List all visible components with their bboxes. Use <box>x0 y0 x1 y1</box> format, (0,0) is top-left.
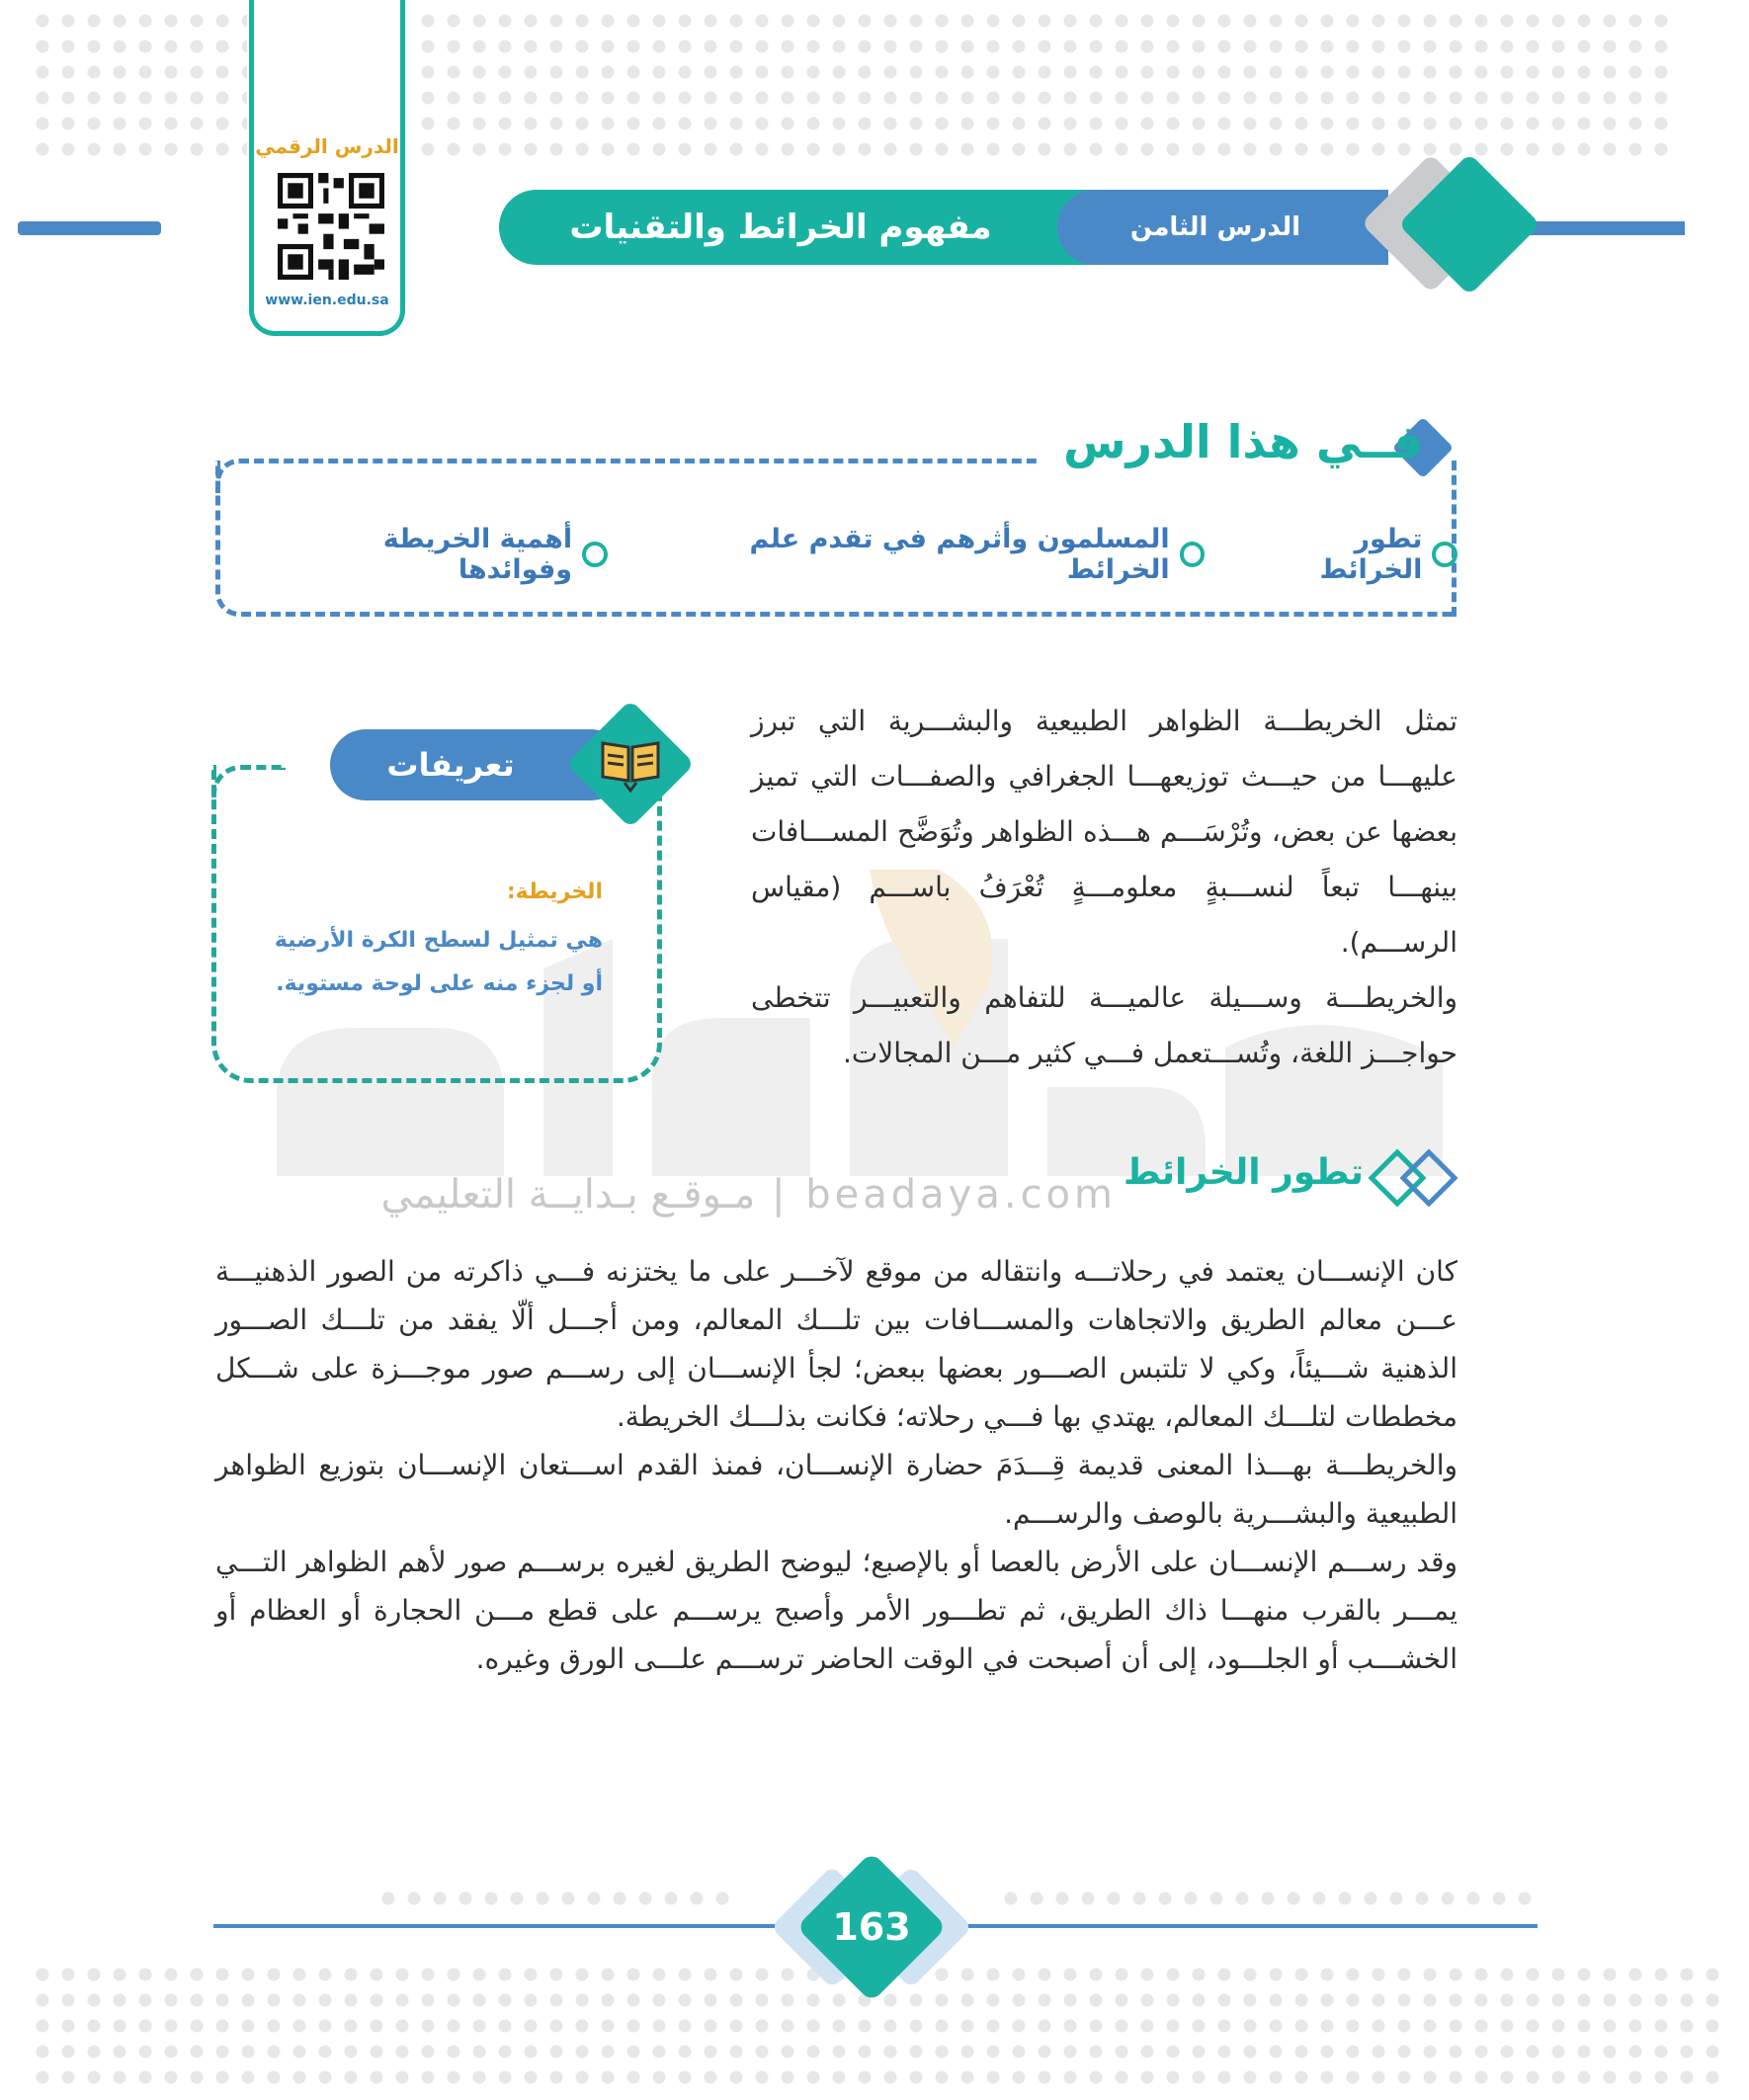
intro-text <box>751 694 1458 1081</box>
lesson-topic-item[interactable] <box>649 524 1206 585</box>
lesson-topic-label: المسلمون وأثرهم في تقدم علم الخرائط <box>749 524 1170 585</box>
definitions-title: تعريفات <box>386 746 515 784</box>
ring-bullet-icon <box>582 542 608 567</box>
body-paragraph: والخريطـــة بهـــذا المعنى قديمة قِـــدَمَ حضارة الإنســـان، فمنذ القدم اســـتعان الإنســـان بتوزيع الظواهر الطبيعية والبشـــرية بالوصف والرســـم. <box>215 1449 1458 1530</box>
intro-paragraph: تمثل الخريطـــة الظواهر الطبيعية والبشـــرية التي تبرز عليهـــا من حيـــث توزيعهـــا الجغرافي والصفـــات التي تميز بعضها عن بعض، وتُرْسَـــم هـــذه الظواهر وتُوَضَّح المســـافات بينهـــا تبعاً لنســـبةٍ معلومـــةٍ تُعْرَفُ باســـم (مقياس الرســـم). <box>751 705 1458 959</box>
digital-lesson-label: الدرس الرقمي <box>255 134 399 158</box>
qr-code-icon[interactable] <box>278 170 384 283</box>
lesson-topic-item[interactable] <box>267 524 608 585</box>
lesson-topic-label: تطور الخرائط <box>1319 524 1423 585</box>
header-rule-left <box>18 221 161 235</box>
digital-lesson-card[interactable] <box>249 0 405 336</box>
intro-paragraph: والخريطـــة وســـيلة عالميـــة للتفاهم والتعبيـــر تتخطى حواجـــز اللغة، وتُســـتعمل فـــي كثير مـــن المجالات. <box>751 981 1458 1069</box>
section-title: تطور الخرائط <box>1123 1152 1364 1193</box>
dot-pattern-top-center <box>415 8 1670 156</box>
dot-pattern-bottom-left <box>375 1886 731 1915</box>
definition-text <box>237 919 603 1006</box>
in-this-lesson-list <box>267 524 1458 585</box>
ring-bullet-icon <box>1180 542 1206 567</box>
lesson-title: مفهوم الخرائط والتقنيات الحديثة <box>569 208 992 322</box>
body-paragraph: وقد رســـم الإنســـان على الأرض بالعصا أو بالإصبع؛ ليوضح الطريق لغيره برســـم صور لأهم الظواهر التـــي يمـــر بالقرب منهـــا ذاك الطريق، ثم تطـــور الأمر وأصبح يرســـم على قطع مـــن الحجارة أو العظام أو الخشـــب أو الجلـــود، إلى أن أصبحت في الوقت الحاضر ترســـم علـــى الورق وغيره. <box>215 1546 1458 1675</box>
open-book-icon <box>595 733 666 795</box>
in-this-lesson-title: فــي هذا الدرس <box>1063 415 1423 468</box>
double-diamond-icon <box>1368 1146 1462 1210</box>
dot-pattern-top-left <box>30 8 247 166</box>
lesson-topic-item[interactable] <box>1246 524 1458 585</box>
section-body <box>215 1247 1458 1683</box>
dot-pattern-bottom-right <box>998 1886 1532 1915</box>
digital-lesson-url[interactable]: www.ien.edu.sa <box>265 293 389 308</box>
watermark-text: beadaya.com | مـوقـع بـدايــة التعليمي <box>380 1172 1117 1218</box>
lesson-topic-label: أهمية الخريطة وفوائدها <box>382 524 573 585</box>
definition-line: أو لجزء منه على لوحة مستوية. <box>276 971 603 996</box>
body-paragraph: كان الإنســـان يعتمد في رحلاتـــه وانتقاله من موقع لآخـــر على ما يختزنه فـــي ذاكرته من الصور الذهنيـــة عـــن معالم الطريق والاتجاهات والمســـافات بين تلـــك المعالم، ومن أجـــل ألّا يفقد من تلـــك الصـــور الذهنية شـــيئاً، وكي لا تلتبس الصـــور بعضها ببعض؛ لجأ الإنســـان إلى رســـم صور موجـــزة على شـــكل مخططات لتلـــك المعالم، يهتدي بها فـــي رحلاته؛ فكانت بذلـــك الخريطة. <box>215 1255 1458 1433</box>
definition-term: الخريطة: <box>506 880 603 904</box>
definition-line: هي تمثيل لسطح الكرة الأرضية <box>274 928 603 953</box>
lesson-number: الدرس الثامن والعشرون <box>1129 212 1301 317</box>
page-number: 163 <box>832 1905 911 1949</box>
ring-bullet-icon <box>1432 542 1458 567</box>
